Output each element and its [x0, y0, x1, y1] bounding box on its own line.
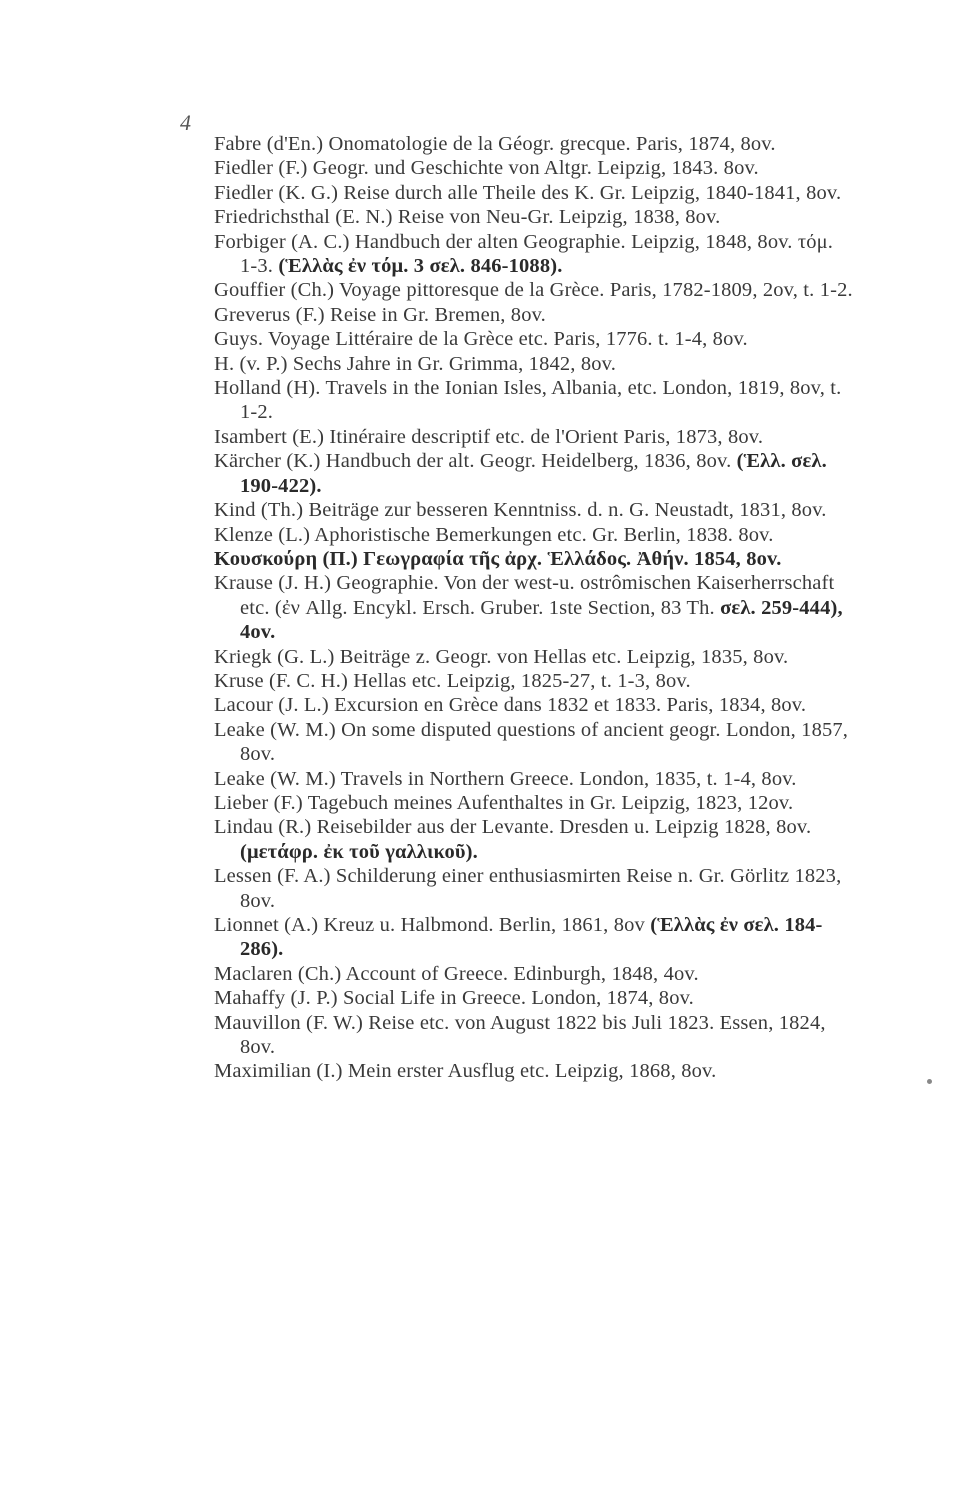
bibliography-entry [214, 1011, 854, 1060]
bibliography-entry [214, 352, 854, 376]
entry-text: Kind (Th.) Beiträge zur besseren Kenntniss. d. n. G. Neustadt, 1831, 8ov. [214, 499, 827, 522]
entry-text: Leake (W. M.) On some disputed questions of ancient geogr. London, 1857, 8ov. [214, 718, 849, 766]
entry-text: Mauvillon (F. W.) Reise etc. von August 1822 bis Juli 1823. Essen, 1824, 8ov. [214, 1011, 826, 1059]
bibliography-entry [214, 547, 854, 571]
bibliography-entry [214, 1059, 854, 1083]
bibliography-entry [214, 230, 854, 279]
bibliography-entry [214, 156, 854, 180]
entry-greek-note: σελ. 259-444), 4ov. [240, 596, 843, 644]
entry-text: Fiedler (F.) Geogr. und Geschichte von Altgr. Leipzig, 1843. 8ov. [214, 157, 759, 180]
bibliography-entry [214, 815, 854, 864]
entry-text: Leake (W. M.) Travels in Northern Greece. London, 1835, t. 1-4, 8ov. [214, 767, 797, 790]
entry-greek-note: (Ἑλλ. σελ. 190-422). [240, 450, 827, 497]
entry-greek-note: (μετάφρ. ἐκ τοῦ γαλλικοῦ). [240, 840, 478, 863]
entry-text: Gouffier (Ch.) Voyage pittoresque de la Grèce. Paris, 1782-1809, 2ov, t. 1-2. [214, 279, 853, 302]
entry-text: Maximilian (I.) Mein erster Ausflug etc. Leipzig, 1868, 8ov. [214, 1060, 717, 1083]
bibliography-entry [214, 962, 854, 986]
entry-text: Kriegk (G. L.) Beiträge z. Geogr. von Hellas etc. Leipzig, 1835, 8ov. [214, 645, 789, 668]
page-number: 4 [180, 110, 191, 135]
bibliography-entry [214, 986, 854, 1010]
bibliography-entry [214, 303, 854, 327]
entry-text: Klenze (L.) Aphoristische Bemerkungen etc. Gr. Berlin, 1838. 8ov. [214, 523, 774, 546]
bibliography-entry [214, 864, 854, 913]
entry-greek-note: (Ἑλλὰς ἐν σελ. 184-286). [240, 914, 823, 961]
entry-text: Fabre (d'En.) Onomatologie de la Géogr. grecque. Paris, 1874, 8ov. [214, 133, 776, 155]
entry-text: Kärcher (K.) Handbuch der alt. Geogr. Heidelberg, 1836, 8ov. [214, 450, 737, 473]
bibliography-entry [214, 181, 854, 205]
entry-text: Lionnet (A.) Kreuz u. Halbmond. Berlin, 1861, 8ov [214, 914, 651, 936]
bibliography-entry [214, 718, 854, 767]
bibliography-entry [214, 376, 854, 425]
entry-text: Holland (H). Travels in the Ionian Isles, Albania, etc. London, 1819, 8ov, t. 1-2. [214, 377, 842, 424]
entry-text: Forbiger (A. C.) Handbuch der alten Geographie. Leipzig, 1848, 8ov. τόμ. 1-3. [214, 230, 834, 278]
bibliography-entry [214, 205, 854, 229]
bibliography-entry [214, 693, 854, 717]
bibliography-entry [214, 767, 854, 791]
bibliography-entry [214, 645, 854, 669]
entry-text: Lessen (F. A.) Schilderung einer enthusiasmirten Reise n. Gr. Görlitz 1823, 8ov. [214, 865, 842, 912]
entry-text: Lindau (R.) Reisebilder aus der Levante. Dresden u. Leipzig 1828, 8ov. [214, 816, 812, 839]
entry-text: Krause (J. H.) Geographie. Von der west-u. ostrômischen Kaiserherrschaft etc. (ἐν Allg. Encykl. Ersch. Gruber. 1ste Section, 83 Th. [214, 572, 835, 619]
bibliography-entry [214, 278, 854, 302]
entry-text: Lieber (F.) Tagebuch meines Aufenthaltes in Gr. Leipzig, 1823, 12ov. [214, 791, 794, 814]
ink-dot-mark [927, 1079, 932, 1084]
bibliography-entry [214, 523, 854, 547]
bibliography-entry [214, 913, 854, 962]
entry-text: Guys. Voyage Littéraire de la Grèce etc. Paris, 1776. t. 1-4, 8ov. [214, 328, 748, 351]
bibliography-entry [214, 669, 854, 693]
bibliography-list [214, 132, 854, 1084]
entry-text: Friedrichsthal (E. N.) Reise von Neu-Gr. Leipzig, 1838, 8ov. [214, 206, 721, 229]
entry-text: Isambert (E.) Itinéraire descriptif etc. de l'Orient Paris, 1873, 8ov. [214, 425, 764, 448]
entry-text: Mahaffy (J. P.) Social Life in Greece. London, 1874, 8ov. [214, 987, 694, 1010]
entry-text: Lacour (J. L.) Excursion en Grèce dans 1832 et 1833. Paris, 1834, 8ov. [214, 694, 807, 717]
entry-greek-note: (Ἑλλὰς ἐν τόμ. 3 σελ. 846-1088). [278, 255, 563, 278]
bibliography-entry [214, 498, 854, 522]
bibliography-entry [214, 425, 854, 449]
bibliography-entry [214, 132, 854, 156]
entry-text: Maclaren (Ch.) Account of Greece. Edinburgh, 1848, 4ov. [214, 962, 699, 985]
bibliography-entry [214, 449, 854, 498]
entry-greek-note: Κουσκούρη (Π.) Γεωγραφία τῆς ἀρχ. Ἑλλάδος. Ἀθήν. 1854, 8ov. [214, 547, 782, 570]
entry-text: Greverus (F.) Reise in Gr. Bremen, 8ov. [214, 303, 546, 326]
entry-text: H. (v. P.) Sechs Jahre in Gr. Grimma, 1842, 8ov. [214, 352, 616, 375]
bibliography-entry [214, 791, 854, 815]
bibliography-entry [214, 327, 854, 351]
entry-text: Fiedler (K. G.) Reise durch alle Theile des K. Gr. Leipzig, 1840-1841, 8ov. [214, 181, 842, 204]
entry-text: Kruse (F. C. H.) Hellas etc. Leipzig, 1825-27, t. 1-3, 8ov. [214, 669, 691, 692]
bibliography-entry [214, 571, 854, 644]
